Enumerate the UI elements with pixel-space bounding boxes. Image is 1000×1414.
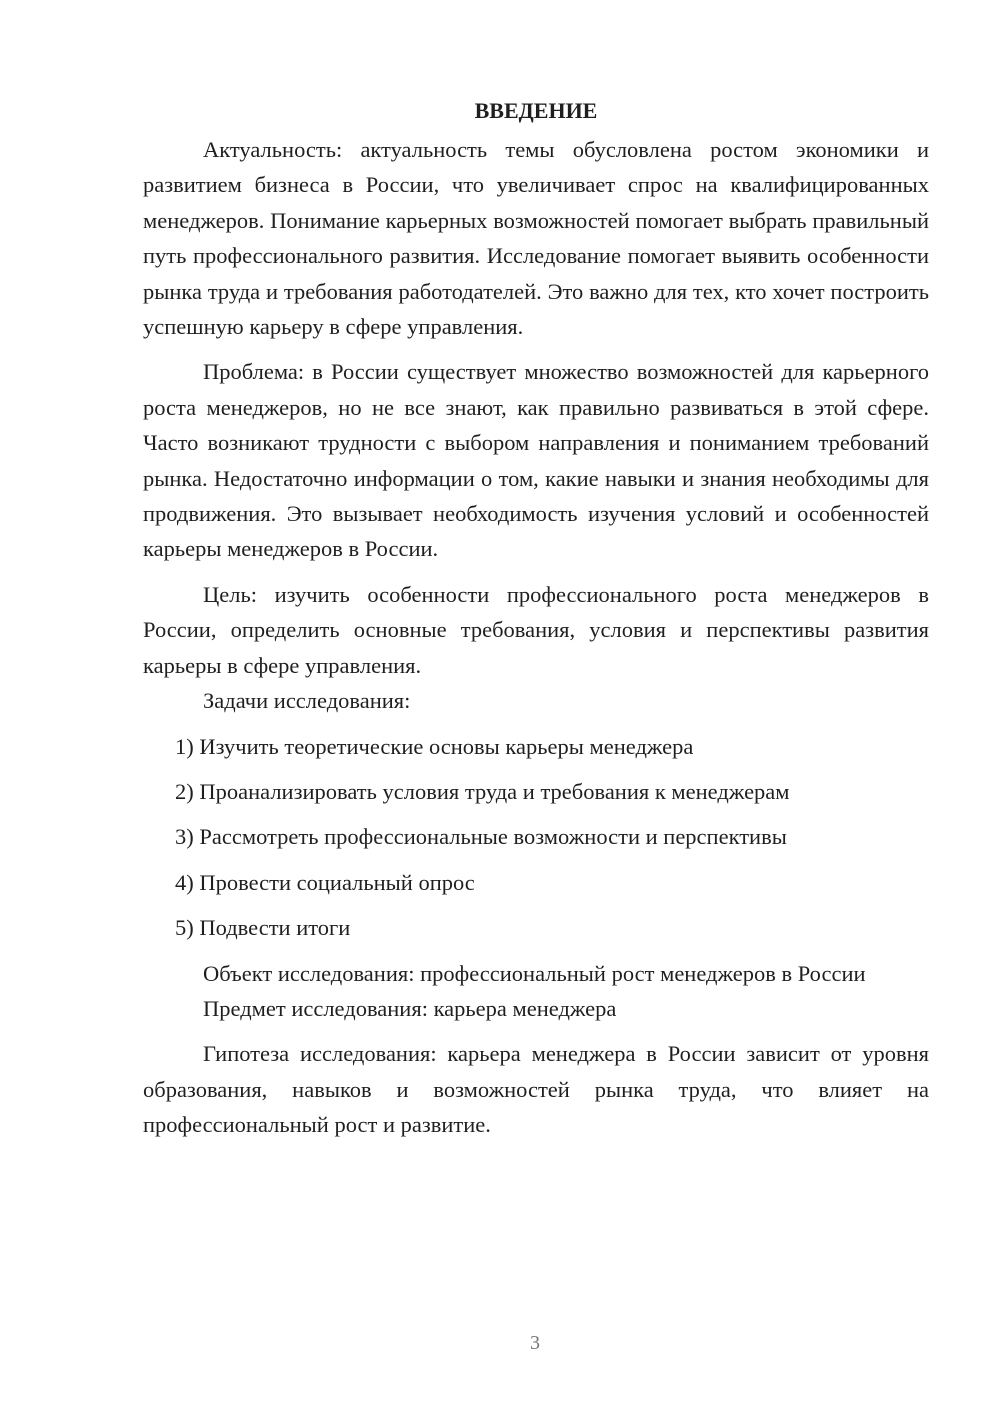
list-item: 2) Проанализировать условия труда и требования к менеджерам	[175, 778, 790, 804]
goal-paragraph: Цель: изучить особенности профессионального роста менеджеров в России, определить основные требования, условия и перспективы развития карьеры в сфере управления.	[143, 581, 929, 678]
tasks-title: Задачи исследования:	[203, 688, 411, 714]
list-item: 4) Провести социальный опрос	[175, 869, 475, 895]
object-paragraph: Объект исследования: профессиональный рост менеджеров в России	[203, 960, 866, 986]
page-content	[143, 93, 929, 1143]
list-item: 3) Рассмотреть профессиональные возможности и перспективы	[175, 824, 787, 850]
page-title: ВВЕДЕНИЕ	[474, 98, 598, 123]
list-item: 5) Подвести итоги	[175, 915, 351, 941]
page-number: 3	[530, 1332, 540, 1354]
hypothesis-paragraph: Гипотеза исследования: карьера менеджера в России зависит от уровня образования, навыков и возможностей рынка труда, что влияет на профессиональный рост и развитие.	[143, 1041, 929, 1138]
problem-paragraph: Проблема: в России существует множество возможностей для карьерного роста менеджеров, но не все знают, как правильно развиваться в этой сфере. Часто возникают трудности с выбором направления и пониманием требований рынка. Недостаточно информации о том, какие навыки и знания необходимы для продвижения. Это вызывает необходимость изучения условий и особенностей карьеры менеджеров в России.	[143, 359, 929, 562]
subject-paragraph: Предмет исследования: карьера менеджера	[203, 995, 617, 1021]
relevance-paragraph: Актуальность: актуальность темы обусловлена ростом экономики и развитием бизнеса в России, что увеличивает спрос на квалифицированных менеджеров. Понимание карьерных возможностей помогает выбрать правильный путь профессионального развития. Исследование помогает выявить особенности рынка труда и требования работодателей. Это важно для тех, кто хочет построить успешную карьеру в сфере управления.	[143, 137, 929, 340]
list-item: 1) Изучить теоретические основы карьеры менеджера	[175, 733, 694, 759]
tasks-list	[143, 729, 929, 946]
